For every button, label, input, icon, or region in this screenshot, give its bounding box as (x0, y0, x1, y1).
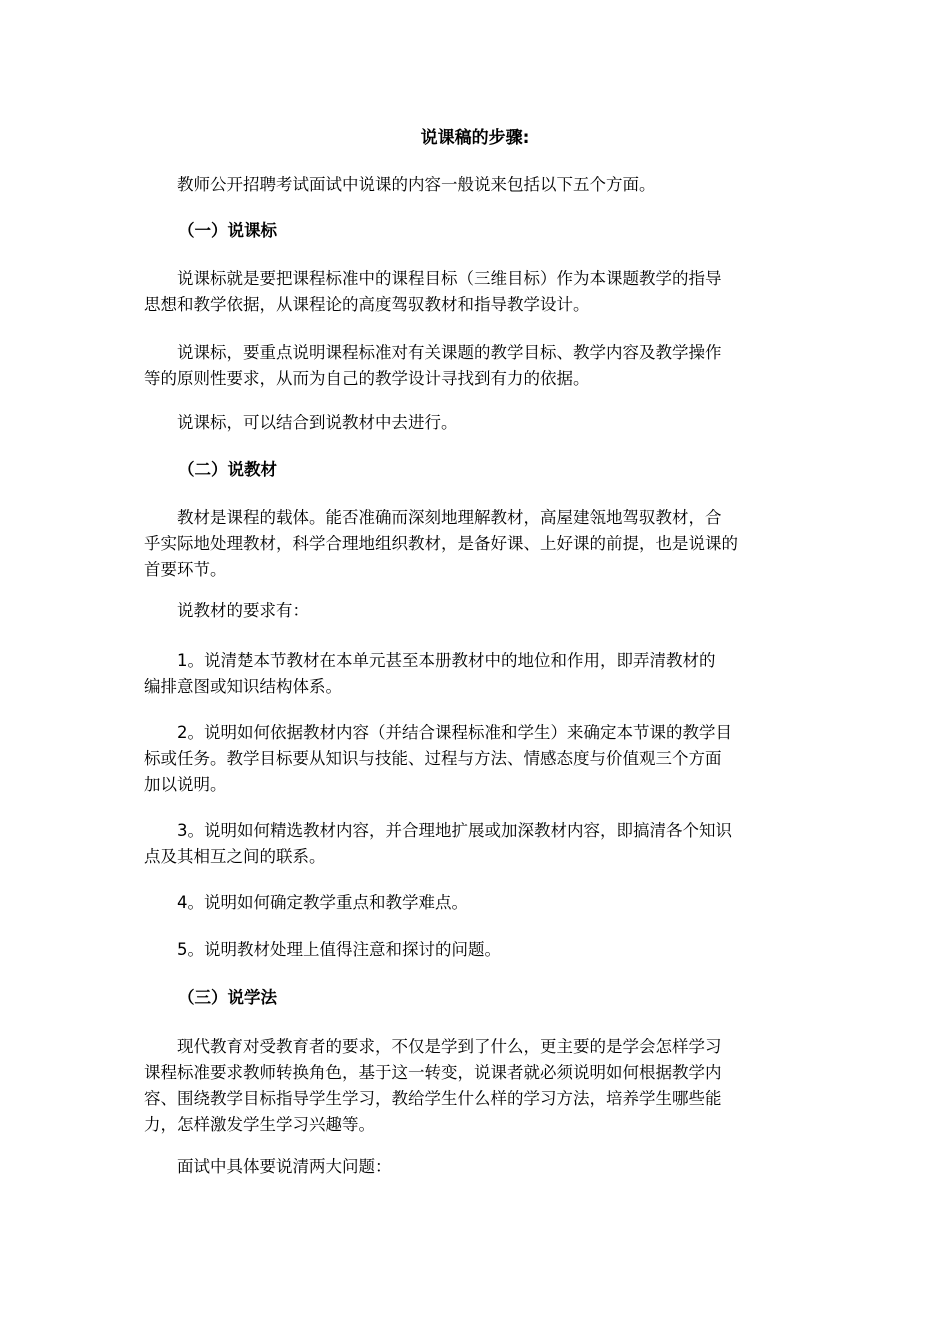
paragraph-line: 点及其相互之间的联系。 (144, 847, 326, 866)
paragraph-line: 教材是课程的载体。能否准确而深刻地理解教材，高屋建瓴地驾驭教材，合 (177, 508, 722, 527)
paragraph (144, 505, 808, 583)
paragraph-line: 说课标，要重点说明课程标准对有关课题的教学目标、教学内容及教学操作 (177, 343, 722, 362)
section-heading-textbook: （二）说教材 (178, 460, 277, 479)
section-heading-course-standard: （一）说课标 (178, 221, 277, 240)
paragraph (144, 266, 808, 318)
paragraph-line: 面试中具体要说清两大问题： (177, 1157, 392, 1176)
paragraph (144, 598, 808, 624)
paragraph (144, 1034, 808, 1138)
section-heading-learning-method: （三）说学法 (178, 988, 277, 1007)
paragraph-line: 容、围绕教学目标指导学生学习，教给学生什么样的学习方法，培养学生哪些能 (144, 1089, 722, 1108)
list-item (144, 937, 808, 963)
paragraph (144, 1154, 808, 1180)
paragraph-line: 说教材的要求有： (177, 601, 309, 620)
paragraph-line: 加以说明。 (144, 775, 227, 794)
paragraph-line: 力，怎样激发学生学习兴趣等。 (144, 1115, 375, 1134)
paragraph-line: 课程标准要求教师转换角色，基于这一转变，说课者就必须说明如何根据教学内 (144, 1063, 722, 1082)
paragraph-line: 教师公开招聘考试面试中说课的内容一般说来包括以下五个方面。 (177, 175, 656, 194)
list-item (144, 720, 808, 798)
paragraph-line: 1。说清楚本节教材在本单元甚至本册教材中的地位和作用，即弄清教材的 (177, 651, 716, 670)
paragraph (144, 340, 808, 392)
paragraph-line: 等的原则性要求，从而为自己的教学设计寻找到有力的依据。 (144, 369, 590, 388)
paragraph-line: 标或任务。教学目标要从知识与技能、过程与方法、情感态度与价值观三个方面 (144, 749, 722, 768)
paragraph (144, 410, 808, 436)
paragraph-line: 乎实际地处理教材，科学合理地组织教材，是备好课、上好课的前提，也是说课的 (144, 534, 738, 553)
paragraph-line: 说课标，可以结合到说教材中去进行。 (177, 413, 458, 432)
paragraph-line: 思想和教学依据，从课程论的高度驾驭教材和指导教学设计。 (144, 295, 590, 314)
paragraph-line: 编排意图或知识结构体系。 (144, 677, 342, 696)
paragraph-line: 5。说明教材处理上值得注意和探讨的问题。 (177, 940, 501, 959)
paragraph-line: 2。说明如何依据教材内容（并结合课程标准和学生）来确定本节课的教学目 (177, 723, 732, 742)
list-item (144, 890, 808, 916)
paragraph-line: 4。说明如何确定教学重点和教学难点。 (177, 893, 468, 912)
intro-paragraph (144, 172, 808, 198)
list-item (144, 648, 808, 700)
paragraph-line: 说课标就是要把课程标准中的课程目标（三维目标）作为本课题教学的指导 (177, 269, 722, 288)
document-title: 说课稿的步骤: (420, 128, 530, 148)
paragraph-line: 首要环节。 (144, 560, 227, 579)
paragraph-line: 现代教育对受教育者的要求，不仅是学到了什么，更主要的是学会怎样学习 (177, 1037, 722, 1056)
paragraph-line: 3。说明如何精选教材内容，并合理地扩展或加深教材内容，即搞清各个知识 (177, 821, 732, 840)
list-item (144, 818, 808, 870)
